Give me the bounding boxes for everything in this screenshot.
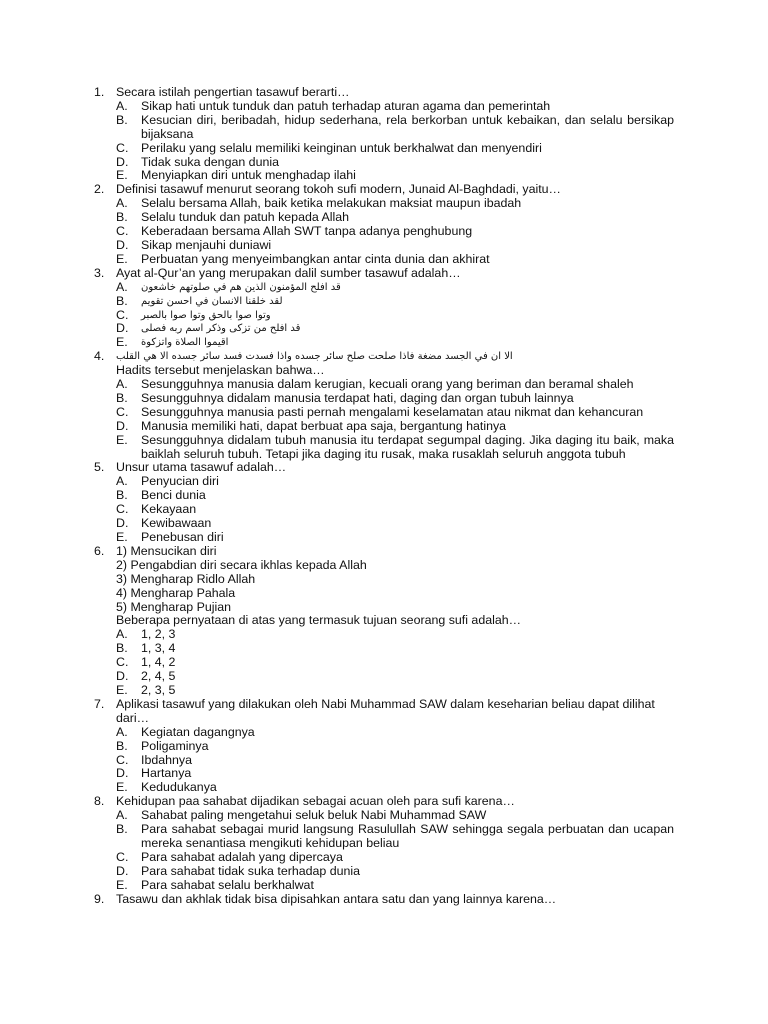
option-letter: A. xyxy=(116,627,128,642)
option-letter: A. xyxy=(116,474,128,489)
option-item xyxy=(116,754,674,768)
option-letter: C. xyxy=(116,752,129,767)
option-text: Tidak suka dengan dunia xyxy=(141,154,280,169)
option-letter: D. xyxy=(116,321,129,336)
option-text: Ibdahnya xyxy=(141,752,192,767)
option-letter: A. xyxy=(116,377,128,392)
option-text: Penebusan diri xyxy=(141,530,224,544)
option-letter: D. xyxy=(116,418,129,433)
option-letter: E. xyxy=(116,251,128,266)
option-text: Sesungguhnya didalam tubuh manusia itu terdapat segumpal daging. Jika daging itu baik, maka baiklah seluruh tubuh. Tetapi jika daging itu rusak, maka rusaklah seluruh anggota tubuh xyxy=(141,432,674,461)
question-5 xyxy=(94,461,674,544)
question-6 xyxy=(94,545,674,698)
question-4 xyxy=(94,350,674,461)
option-text: Keberadaan bersama Allah SWT tanpa adanya penghubung xyxy=(141,224,473,239)
option-letter: D. xyxy=(116,863,129,878)
question-text: Unsur utama tasawuf adalah… xyxy=(116,460,287,475)
option-text: قد افلح من تزكى وذكر اسم ربه فصلى xyxy=(141,323,301,335)
statement-line: Beberapa pernyataan di atas yang termasuk tujuan seorang sufi adalah… xyxy=(116,613,522,628)
option-item xyxy=(116,156,674,170)
option-letter: B. xyxy=(116,488,128,503)
question-number: 6. xyxy=(94,543,105,558)
option-text: Sikap hati untuk tunduk dan patuh terhadap aturan agama dan pemerintah xyxy=(141,98,551,113)
option-letter: B. xyxy=(116,293,128,308)
option-letter: E. xyxy=(116,682,128,697)
question-text: Secara istilah pengertian tasawuf berarti… xyxy=(116,85,350,99)
option-letter: E. xyxy=(116,168,128,183)
option-item xyxy=(116,656,674,670)
option-letter: E. xyxy=(116,335,128,350)
option-item xyxy=(116,239,674,253)
question-number: 5. xyxy=(94,460,105,475)
option-text: Sahabat paling mengetahui seluk beluk Nabi Muhammad SAW xyxy=(141,808,487,823)
option-item xyxy=(116,378,674,392)
statement-line: 2) Pengabdian diri secara ikhlas kepada Allah xyxy=(116,557,367,572)
question-number: 8. xyxy=(94,794,105,809)
question-number: 1. xyxy=(94,85,105,99)
option-item xyxy=(116,406,674,420)
option-letter: C. xyxy=(116,140,129,155)
option-item xyxy=(116,823,674,851)
options-list xyxy=(116,628,674,698)
option-item xyxy=(116,851,674,865)
option-text: Kesucian diri, beribadah, hidup sederhana, rela berkorban untuk kebaikan, dan selalu bersikap bijaksana xyxy=(141,112,674,141)
option-item xyxy=(116,642,674,656)
option-text: Para sahabat sebagai murid langsung Rasulullah SAW sehingga segala perbuatan dan ucapan mereka senantiasa mengikuti kehidupan beliau xyxy=(141,822,674,850)
option-item xyxy=(116,879,674,893)
question-9 xyxy=(94,893,674,907)
option-text: Perilaku yang selalu memiliki keinginan untuk berkhalwat dan menyendiri xyxy=(141,140,542,155)
option-item xyxy=(116,865,674,879)
option-letter: C. xyxy=(116,655,129,670)
question-text: 1) Mensucikan diri xyxy=(116,543,217,558)
question-text: Tasawu dan akhlak tidak bisa dipisahkan antara satu dan yang lainnya karena… xyxy=(116,891,557,906)
option-letter: B. xyxy=(116,641,128,656)
option-letter: D. xyxy=(116,669,129,684)
option-item xyxy=(116,142,674,156)
option-text: 1, 2, 3 xyxy=(141,627,176,642)
option-letter: B. xyxy=(116,210,128,225)
option-item xyxy=(116,253,674,267)
option-text: Selalu tunduk dan patuh kepada Allah xyxy=(141,210,350,225)
question-text: Definisi tasawuf menurut seorang tokoh sufi modern, Junaid Al-Baghdadi, yaitu… xyxy=(116,182,561,197)
question-subtext: Hadits tersebut menjelaskan bahwa… xyxy=(116,363,325,378)
option-text: Selalu bersama Allah, baik ketika melakukan maksiat maupun ibadah xyxy=(141,196,522,211)
question-number: 9. xyxy=(94,891,105,906)
option-letter: C. xyxy=(116,224,129,239)
option-item xyxy=(116,781,674,795)
question-number: 7. xyxy=(94,696,105,711)
options-list xyxy=(116,726,674,796)
option-text: Kekayaan xyxy=(141,502,197,517)
option-text: Manusia memiliki hati, dapat berbuat apa saja, bergantung hatinya xyxy=(141,418,507,433)
option-letter: E. xyxy=(116,780,128,795)
option-text: Para sahabat adalah yang dipercaya xyxy=(141,849,343,864)
option-item xyxy=(116,503,674,517)
option-item xyxy=(116,309,674,323)
option-item xyxy=(116,740,674,754)
option-item xyxy=(116,336,674,350)
option-letter: D. xyxy=(116,516,129,531)
option-letter: A. xyxy=(116,279,128,294)
option-text: لقد خلقنا الانسان في احسن تقويم xyxy=(141,295,283,307)
option-item xyxy=(116,225,674,239)
question-row xyxy=(94,350,674,364)
option-letter: B. xyxy=(116,738,128,753)
option-text: وتوا صوا بالحق وتوا صوا بالصبر xyxy=(141,309,271,321)
option-text: 1, 3, 4 xyxy=(141,641,176,656)
option-text: Sesungguhnya didalam manusia terdapat hati, daging dan organ tubuh lainnya xyxy=(141,390,574,405)
option-item xyxy=(116,100,674,114)
option-item xyxy=(116,169,674,183)
option-letter: E. xyxy=(116,530,128,544)
question-row xyxy=(94,698,674,726)
option-text: Poligaminya xyxy=(141,738,209,753)
question-row xyxy=(94,461,674,475)
options-list xyxy=(116,100,674,183)
option-letter: D. xyxy=(116,237,129,252)
question-number: 2. xyxy=(94,182,105,197)
option-item xyxy=(116,726,674,740)
option-item xyxy=(116,489,674,503)
option-text: Benci dunia xyxy=(141,488,206,503)
option-item xyxy=(116,114,674,142)
question-7 xyxy=(94,698,674,795)
option-text: قد افلح المؤمنون الذين هم في صلوتهم خاشعون xyxy=(141,281,341,293)
option-text: Kegiatan dagangnya xyxy=(141,724,255,739)
question-row xyxy=(94,183,674,197)
option-text: Para sahabat selalu berkhalwat xyxy=(141,877,314,892)
option-letter: C. xyxy=(116,404,129,419)
question-text: الا ان في الجسد مضغة فاذا صلحت صلح سائر جسده واذا فسدت فسد سائر جسده الا هي القلب xyxy=(116,351,513,363)
question-1 xyxy=(94,86,674,183)
option-item xyxy=(116,392,674,406)
option-text: Sikap menjauhi duniawi xyxy=(141,237,272,252)
option-item xyxy=(116,211,674,225)
option-item xyxy=(116,684,674,698)
option-item xyxy=(116,281,674,295)
option-letter: C. xyxy=(116,502,129,517)
question-row xyxy=(94,795,674,809)
option-letter: B. xyxy=(116,112,128,127)
option-item xyxy=(116,434,674,462)
option-item xyxy=(116,531,674,545)
option-letter: D. xyxy=(116,766,129,781)
option-text: 2, 3, 5 xyxy=(141,682,176,697)
question-3 xyxy=(94,267,674,350)
option-text: Menyiapkan diri untuk menghadap ilahi xyxy=(141,168,356,183)
options-list xyxy=(116,197,674,267)
question-number: 4. xyxy=(94,349,105,364)
question-row xyxy=(94,86,674,100)
option-letter: A. xyxy=(116,724,128,739)
option-item xyxy=(116,767,674,781)
option-letter: E. xyxy=(116,432,128,447)
option-item xyxy=(116,420,674,434)
options-list xyxy=(116,378,674,461)
option-text: اقيموا الصلاة واتزكوة xyxy=(141,337,229,349)
statement-line: 3) Mengharap Ridlo Allah xyxy=(116,571,256,586)
option-item xyxy=(116,809,674,823)
option-text: Kedudukanya xyxy=(141,780,217,795)
option-text: Kewibawaan xyxy=(141,516,212,531)
question-row xyxy=(94,893,674,907)
question-2 xyxy=(94,183,674,266)
option-letter: B. xyxy=(116,822,128,837)
option-text: Sesungguhnya manusia dalam kerugian, kecuali orang yang beriman dan beramal shaleh xyxy=(141,377,634,392)
question-text: Aplikasi tasawuf yang dilakukan oleh Nabi Muhammad SAW dalam keseharian beliau dapat dilihat dari… xyxy=(116,696,655,725)
option-letter: A. xyxy=(116,98,128,113)
option-letter: D. xyxy=(116,154,129,169)
option-letter: C. xyxy=(116,307,129,322)
option-text: Penyucian diri xyxy=(141,474,219,489)
statement-line: 4) Mengharap Pahala xyxy=(116,585,236,600)
option-letter: A. xyxy=(116,196,128,211)
option-letter: C. xyxy=(116,849,129,864)
option-item xyxy=(116,475,674,489)
option-text: Perbuatan yang menyeimbangkan antar cinta dunia dan akhirat xyxy=(141,251,490,266)
option-item xyxy=(116,197,674,211)
statement-line: 5) Mengharap Pujian xyxy=(116,599,232,614)
options-list xyxy=(116,281,674,351)
option-item xyxy=(116,628,674,642)
option-letter: A. xyxy=(116,808,128,823)
option-text: 1, 4, 2 xyxy=(141,655,176,670)
option-item xyxy=(116,295,674,309)
option-letter: E. xyxy=(116,877,128,892)
option-item xyxy=(116,670,674,684)
option-text: Sesungguhnya manusia pasti pernah mengalami keselamatan atau nikmat dan kehancuran xyxy=(141,404,644,419)
question-text: Kehidupan paa sahabat dijadikan sebagai acuan oleh para sufi karena… xyxy=(116,794,515,809)
question-text: Ayat al-Qur’an yang merupakan dalil sumber tasawuf adalah… xyxy=(116,265,461,280)
option-item xyxy=(116,517,674,531)
question-row xyxy=(94,267,674,281)
options-list xyxy=(116,809,674,892)
option-text: 2, 4, 5 xyxy=(141,669,176,684)
question-row xyxy=(94,545,674,559)
option-text: Hartanya xyxy=(141,766,192,781)
option-text: Para sahabat tidak suka terhadap dunia xyxy=(141,863,361,878)
option-item xyxy=(116,322,674,336)
question-number: 3. xyxy=(94,265,105,280)
options-list xyxy=(116,475,674,545)
option-letter: B. xyxy=(116,390,128,405)
question-8 xyxy=(94,795,674,892)
